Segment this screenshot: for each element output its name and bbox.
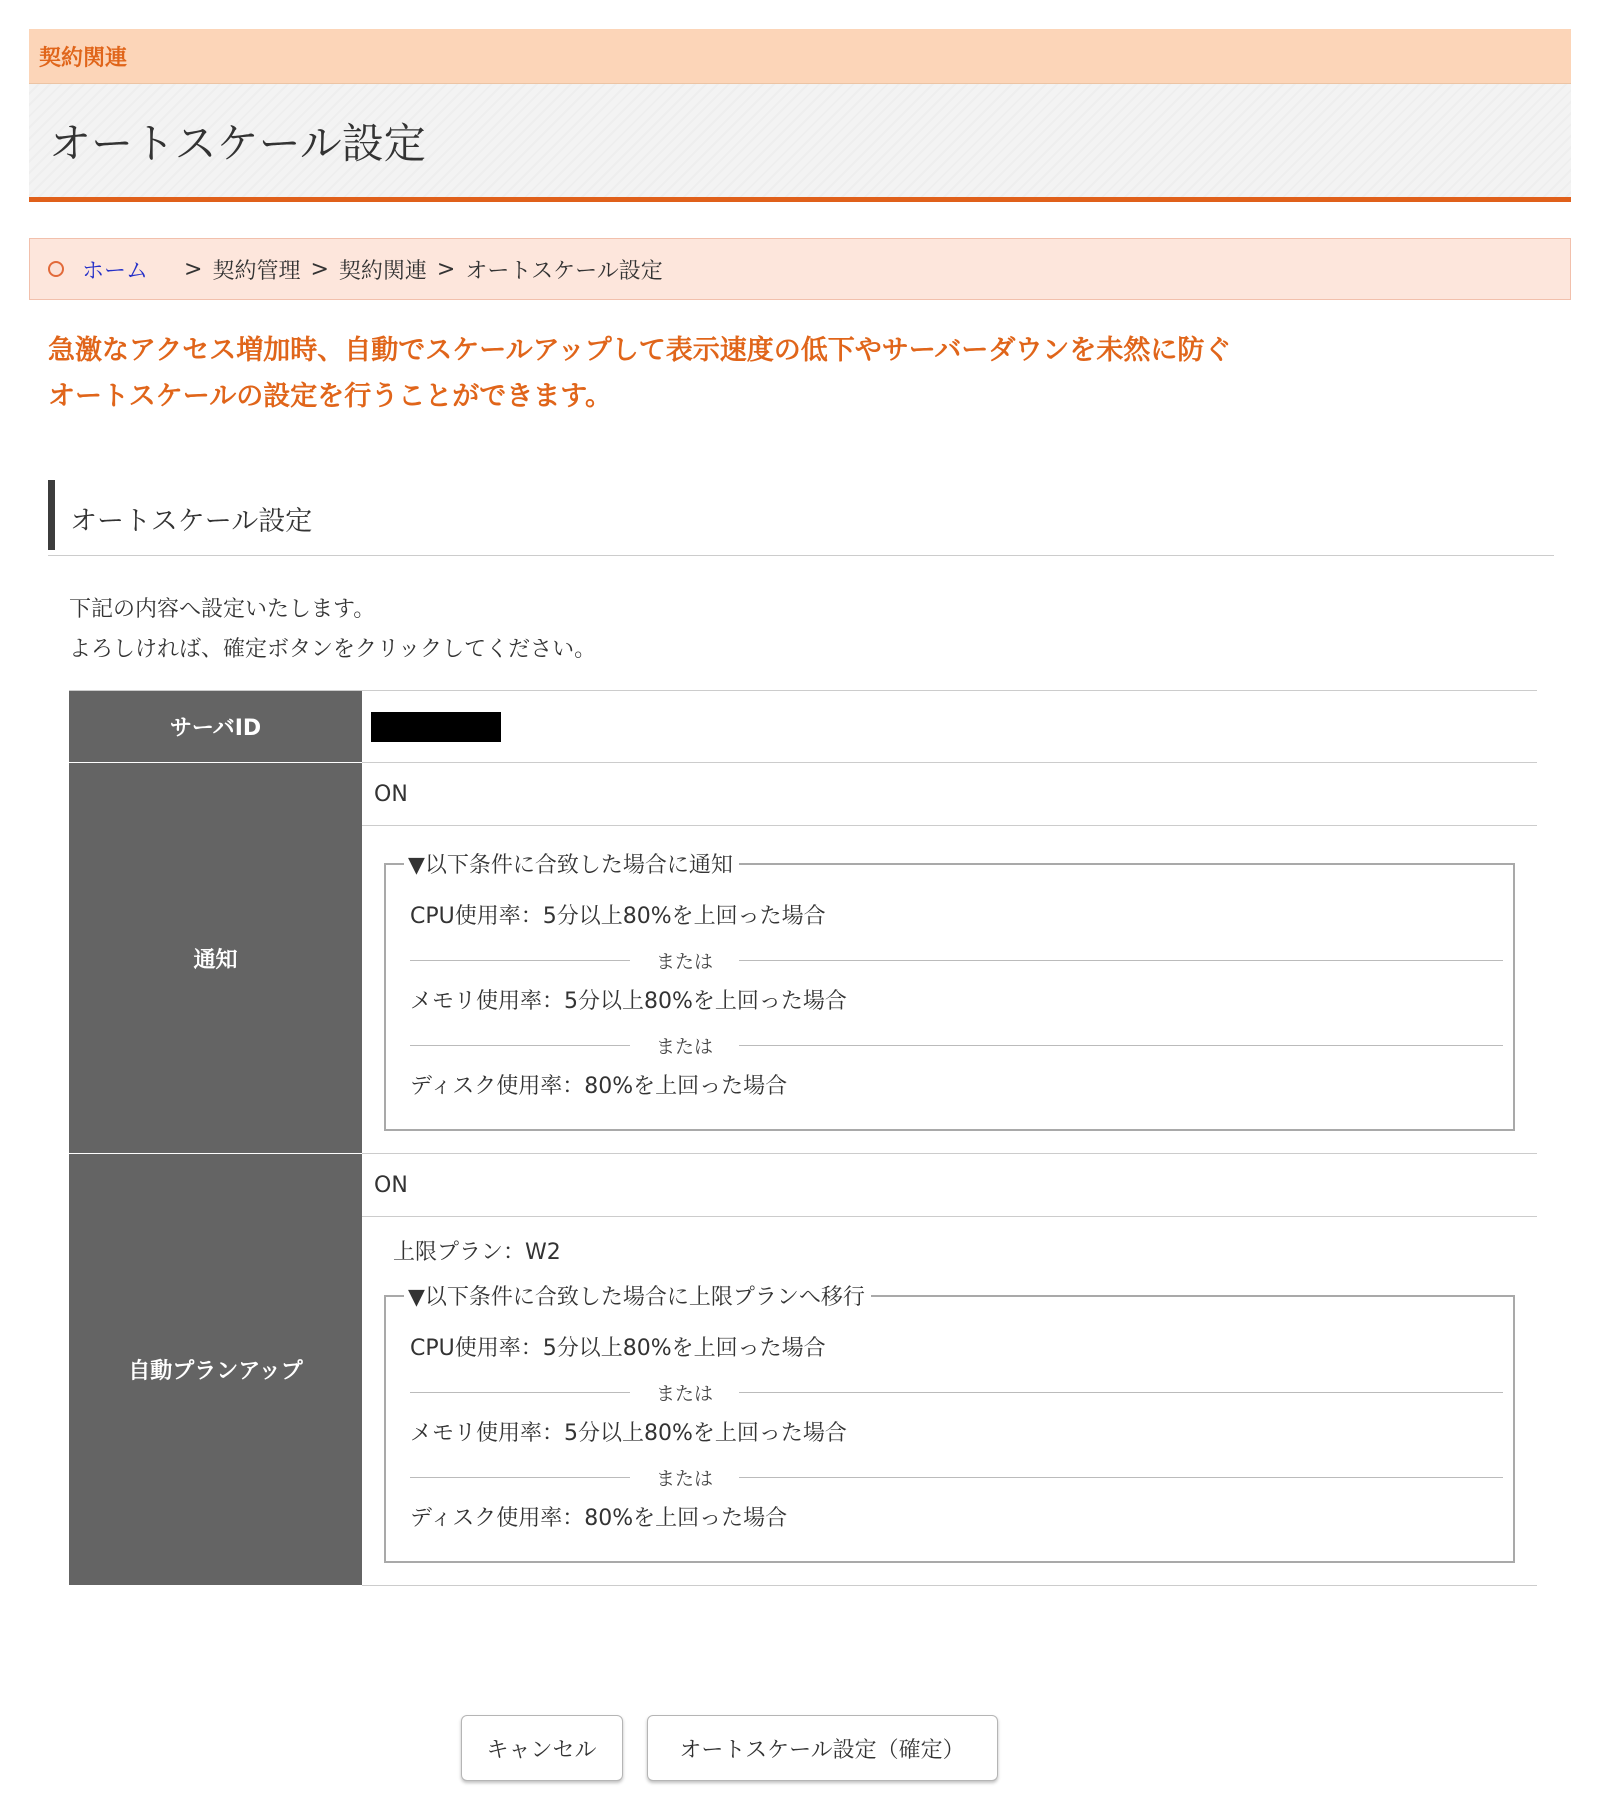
notify-status: ON bbox=[362, 763, 1537, 826]
title-bar bbox=[29, 84, 1571, 202]
planup-status: ON bbox=[362, 1154, 1537, 1217]
lead-line-2: オートスケールの設定を行うことができます。 bbox=[48, 381, 613, 412]
breadcrumb-home-link[interactable]: ホーム bbox=[82, 258, 149, 284]
redacted-server-id bbox=[371, 712, 501, 742]
or-divider bbox=[410, 1379, 1503, 1406]
table-row-planup bbox=[69, 1154, 1537, 1586]
notify-value bbox=[362, 763, 1537, 1154]
section-heading bbox=[48, 480, 1554, 556]
notify-cond-cpu: CPU使用率：5分以上80%を上回った場合 bbox=[410, 904, 826, 929]
settings-table bbox=[69, 690, 1537, 1586]
page-title: オートスケール設定 bbox=[49, 118, 426, 168]
table-row-notify bbox=[69, 763, 1537, 1154]
button-row bbox=[0, 1715, 1600, 1781]
intro-line-1: 下記の内容へ設定いたします。 bbox=[69, 597, 376, 622]
confirm-autoscale-button[interactable]: オートスケール設定（確定） bbox=[647, 1715, 998, 1781]
category-bar bbox=[29, 29, 1571, 84]
planup-cond-cpu: CPU使用率：5分以上80%を上回った場合 bbox=[410, 1336, 826, 1361]
notify-label: 通知 bbox=[69, 763, 362, 1154]
notify-cond-disk: ディスク使用率：80%を上回った場合 bbox=[410, 1074, 788, 1099]
or-divider bbox=[410, 1464, 1503, 1491]
table-row-server-id bbox=[69, 691, 1537, 763]
breadcrumb-item-contract-management: 契約管理 bbox=[212, 258, 301, 284]
breadcrumb-circle-icon bbox=[48, 261, 64, 277]
breadcrumb-item-contract-related: 契約関連 bbox=[338, 258, 427, 284]
notify-legend: ▼以下条件に合致した場合に通知 bbox=[408, 853, 733, 878]
planup-value bbox=[362, 1154, 1537, 1586]
breadcrumb-separator: > bbox=[184, 256, 203, 282]
cancel-button[interactable]: キャンセル bbox=[461, 1715, 623, 1781]
breadcrumb-separator: > bbox=[436, 256, 456, 282]
or-label: または bbox=[656, 1036, 714, 1058]
intro-text bbox=[69, 590, 596, 670]
intro-line-2: よろしければ、確定ボタンをクリックしてください。 bbox=[69, 637, 597, 662]
notify-cond-memory: メモリ使用率：5分以上80%を上回った場合 bbox=[410, 989, 847, 1014]
breadcrumb-separator: > bbox=[310, 256, 329, 282]
section-title: オートスケール設定 bbox=[70, 506, 313, 537]
category-label: 契約関連 bbox=[39, 45, 128, 71]
notify-conditions bbox=[362, 826, 1537, 1153]
or-divider bbox=[410, 947, 1503, 974]
breadcrumb bbox=[29, 238, 1571, 300]
or-divider bbox=[410, 1032, 1503, 1059]
planup-cond-memory: メモリ使用率：5分以上80%を上回った場合 bbox=[410, 1421, 847, 1446]
breadcrumb-item-autoscale: オートスケール設定 bbox=[465, 258, 663, 284]
section-heading-bar bbox=[48, 480, 55, 550]
planup-conditions bbox=[362, 1217, 1537, 1585]
notify-fieldset bbox=[384, 848, 1515, 1131]
lead-line-1: 急激なアクセス増加時、自動でスケールアップして表示速度の低下やサーバーダウンを未然に防ぐ bbox=[48, 335, 1232, 366]
planup-limit-plan: 上限プラン：W2 bbox=[393, 1240, 561, 1265]
planup-fieldset bbox=[384, 1280, 1515, 1563]
server-id-value bbox=[362, 691, 1537, 763]
server-id-label: サーバID bbox=[69, 691, 362, 763]
lead-text bbox=[48, 328, 1348, 420]
or-label: または bbox=[656, 1468, 714, 1490]
or-label: または bbox=[656, 1383, 714, 1405]
planup-legend: ▼以下条件に合致した場合に上限プランへ移行 bbox=[408, 1285, 865, 1310]
or-label: または bbox=[656, 951, 714, 973]
planup-label: 自動プランアップ bbox=[69, 1154, 362, 1586]
planup-cond-disk: ディスク使用率：80%を上回った場合 bbox=[410, 1506, 788, 1531]
